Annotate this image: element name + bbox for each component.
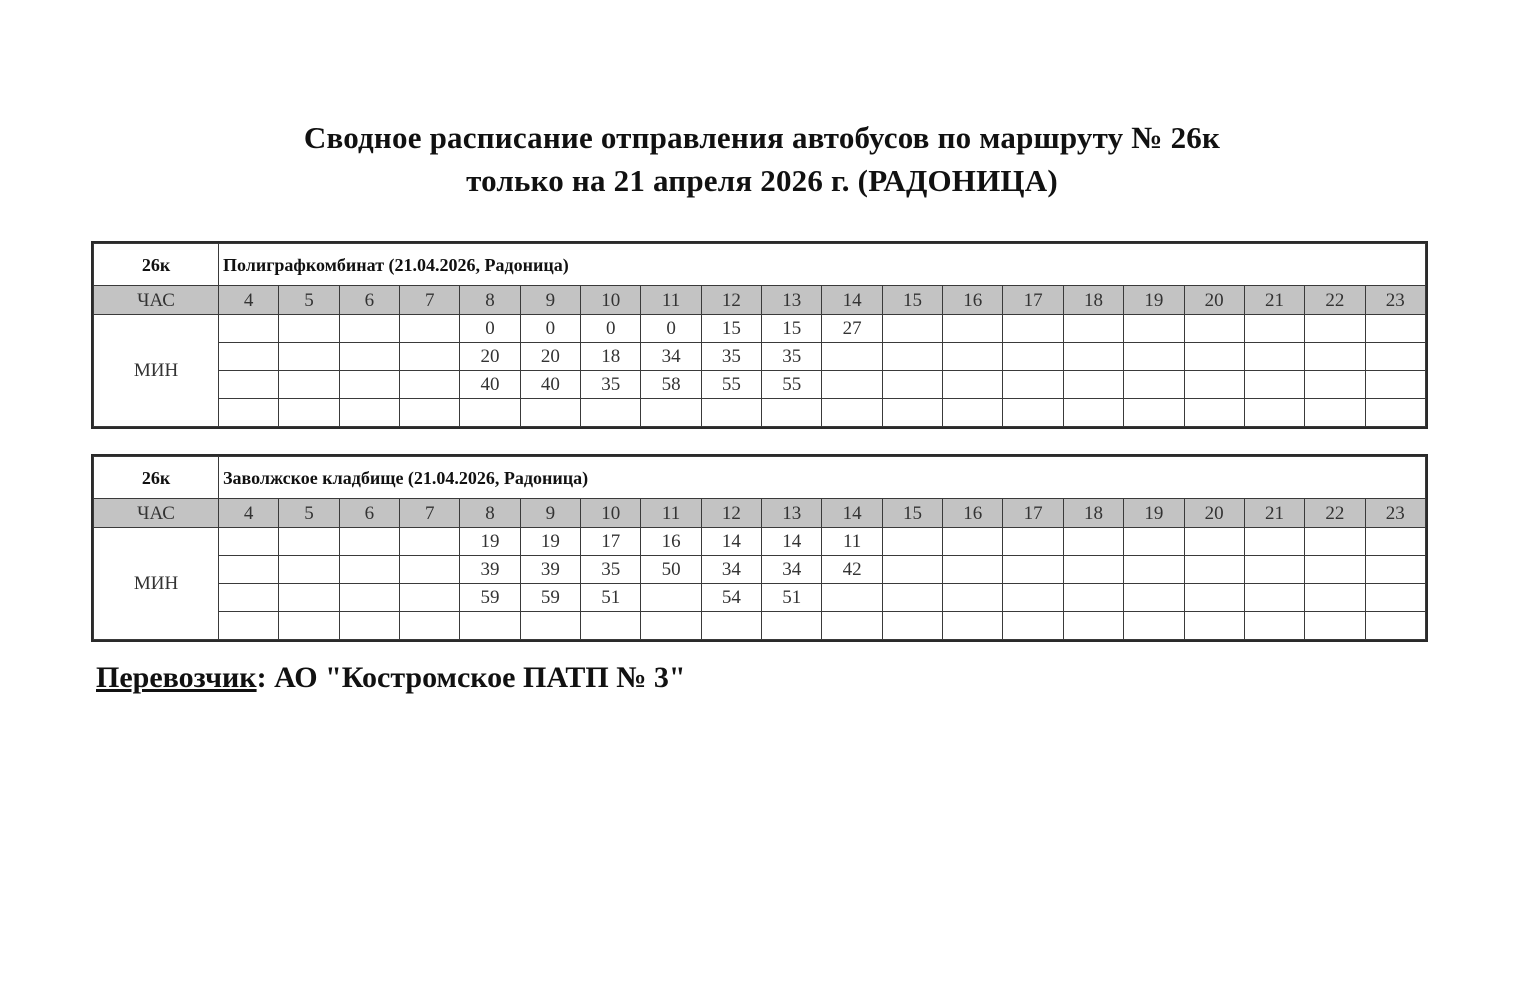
minute-cell [400,584,460,612]
minute-cell [1124,343,1184,371]
document-title [0,116,1524,202]
minute-cell [1124,371,1184,399]
hour-cell: 20 [1184,499,1244,528]
minute-cell: 11 [822,528,882,556]
minute-cell [339,556,399,584]
minute-cell: 51 [581,584,641,612]
minute-row [94,528,1426,556]
minute-cell [822,612,882,640]
minute-cell [1003,584,1063,612]
minute-cell [1244,399,1304,427]
minute-cell [1305,399,1365,427]
minute-cell: 20 [520,343,580,371]
minute-cell: 20 [460,343,520,371]
hour-cell: 14 [822,286,882,315]
minute-cell [400,612,460,640]
hour-cell: 17 [1003,499,1063,528]
minute-cell: 0 [520,315,580,343]
minute-cell [1003,528,1063,556]
minute-cell [1124,584,1184,612]
minute-cell: 17 [581,528,641,556]
minute-cell [762,399,822,427]
route-header-row [94,457,1426,499]
minute-cell [1003,612,1063,640]
minute-cell: 40 [460,371,520,399]
minute-row [94,612,1426,640]
minute-cell [219,528,279,556]
hour-cell: 11 [641,499,701,528]
minute-cell [1063,371,1123,399]
minute-cell [943,371,1003,399]
minute-cell: 51 [762,584,822,612]
minute-cell [1003,343,1063,371]
minute-cell [219,556,279,584]
hour-cell: 12 [701,286,761,315]
minute-cell [1124,528,1184,556]
minute-cell [1365,371,1425,399]
minute-cell [400,343,460,371]
minute-cell [1305,315,1365,343]
minute-cell: 19 [460,528,520,556]
hour-cell: 19 [1124,499,1184,528]
minute-cell: 42 [822,556,882,584]
minute-cell [1184,343,1244,371]
hour-cell: 23 [1365,286,1425,315]
minute-cell [1244,584,1304,612]
minute-cell [882,343,942,371]
minute-cell: 35 [701,343,761,371]
minute-label: МИН [94,528,219,640]
minute-cell [882,584,942,612]
hour-cell: 7 [400,499,460,528]
minute-cell [400,399,460,427]
minute-cell: 19 [520,528,580,556]
minute-cell [1244,528,1304,556]
minute-cell [339,343,399,371]
hour-cell: 16 [943,499,1003,528]
minute-cell: 55 [701,371,761,399]
minute-cell [1244,612,1304,640]
minute-cell [279,399,339,427]
minute-cell: 15 [762,315,822,343]
minute-cell [1063,528,1123,556]
minute-cell [943,612,1003,640]
minute-cell [641,584,701,612]
minute-cell [339,612,399,640]
minute-cell [219,315,279,343]
minute-cell [701,612,761,640]
minute-row [94,343,1426,371]
minute-cell [219,584,279,612]
minute-cell [1063,315,1123,343]
hour-cell: 8 [460,286,520,315]
minute-cell [1184,399,1244,427]
minute-cell [882,612,942,640]
minute-cell [1305,612,1365,640]
hour-cell: 15 [882,499,942,528]
minute-cell: 54 [701,584,761,612]
minute-cell [882,315,942,343]
hour-cell: 4 [219,499,279,528]
hour-cell: 10 [581,499,641,528]
minute-cell [400,315,460,343]
minute-cell [641,612,701,640]
minute-cell [339,399,399,427]
minute-cell [1124,315,1184,343]
hour-cell: 7 [400,286,460,315]
minute-cell [641,399,701,427]
minute-cell: 39 [460,556,520,584]
hour-cell: 20 [1184,286,1244,315]
minute-cell [882,528,942,556]
minute-cell: 0 [641,315,701,343]
minute-cell [1003,399,1063,427]
route-number: 26к [94,244,219,286]
hour-cell: 22 [1305,499,1365,528]
hour-cell: 11 [641,286,701,315]
hour-cell: 14 [822,499,882,528]
hour-cell: 6 [339,286,399,315]
minute-cell [882,399,942,427]
hour-cell: 17 [1003,286,1063,315]
stop-name: Заволжское кладбище (21.04.2026, Радоница) [219,457,1426,499]
minute-cell [1063,612,1123,640]
hour-cell: 19 [1124,286,1184,315]
minute-cell [581,612,641,640]
minute-cell [1365,556,1425,584]
minute-row [94,399,1426,427]
minute-cell [1184,528,1244,556]
minute-cell [339,528,399,556]
minute-cell [1365,343,1425,371]
hour-label: ЧАС [94,286,219,315]
minute-cell [1244,315,1304,343]
schedule-grid [93,456,1426,640]
hour-row [94,499,1426,528]
title-line-2: только на 21 апреля 2026 г. (РАДОНИЦА) [466,163,1058,198]
minute-cell [1365,399,1425,427]
minute-cell: 34 [762,556,822,584]
minute-cell [943,556,1003,584]
minute-cell: 27 [822,315,882,343]
minute-cell: 50 [641,556,701,584]
minute-cell [943,315,1003,343]
minute-cell: 16 [641,528,701,556]
minute-cell [219,612,279,640]
carrier-info [96,658,686,698]
minute-cell: 0 [581,315,641,343]
minute-cell [822,371,882,399]
schedule-table-poligrafkombinat [91,241,1428,429]
minute-cell [219,399,279,427]
hour-cell: 9 [520,499,580,528]
hour-cell: 12 [701,499,761,528]
minute-cell [1184,371,1244,399]
minute-cell: 55 [762,371,822,399]
hour-cell: 9 [520,286,580,315]
minute-cell [1305,584,1365,612]
minute-cell [219,343,279,371]
hour-cell: 6 [339,499,399,528]
minute-cell [1063,584,1123,612]
minute-cell: 59 [460,584,520,612]
minute-cell [279,315,339,343]
minute-cell [1305,371,1365,399]
minute-cell [1003,315,1063,343]
hour-label: ЧАС [94,499,219,528]
minute-cell: 35 [581,556,641,584]
schedule-grid [93,243,1426,427]
minute-cell: 0 [460,315,520,343]
minute-cell [1184,612,1244,640]
minute-cell [943,528,1003,556]
minute-cell [400,556,460,584]
minute-cell [1124,556,1184,584]
minute-cell [701,399,761,427]
minute-cell [1063,399,1123,427]
minute-row [94,315,1426,343]
minute-cell [279,371,339,399]
minute-cell [1305,556,1365,584]
hour-cell: 5 [279,286,339,315]
minute-cell [279,528,339,556]
hour-row [94,286,1426,315]
schedule-table-zavolzhskoe-kladbishche [91,454,1428,642]
minute-cell [882,556,942,584]
minute-cell [339,315,399,343]
minute-label: МИН [94,315,219,427]
minute-cell [1365,612,1425,640]
minute-cell: 15 [701,315,761,343]
minute-cell [943,399,1003,427]
minute-cell [1124,612,1184,640]
minute-cell [339,371,399,399]
carrier-label: Перевозчик [96,661,257,694]
title-line-1: Сводное расписание отправления автобусов по маршруту № 26к [303,120,1221,155]
minute-cell [1365,584,1425,612]
minute-cell [1184,556,1244,584]
minute-cell [1305,343,1365,371]
minute-cell: 40 [520,371,580,399]
hour-cell: 21 [1244,286,1304,315]
minute-cell [822,399,882,427]
minute-row [94,584,1426,612]
minute-cell: 59 [520,584,580,612]
hour-cell: 8 [460,499,520,528]
minute-cell [1003,371,1063,399]
minute-cell [943,584,1003,612]
minute-cell [400,371,460,399]
minute-cell: 34 [641,343,701,371]
minute-cell [1244,556,1304,584]
hour-cell: 5 [279,499,339,528]
minute-row [94,371,1426,399]
minute-cell [219,371,279,399]
hour-cell: 16 [943,286,1003,315]
minute-cell: 35 [581,371,641,399]
minute-row [94,556,1426,584]
hour-cell: 4 [219,286,279,315]
minute-cell: 35 [762,343,822,371]
minute-cell: 14 [701,528,761,556]
minute-cell: 18 [581,343,641,371]
minute-cell [339,584,399,612]
minute-cell [1365,315,1425,343]
hour-cell: 10 [581,286,641,315]
minute-cell [943,343,1003,371]
hour-cell: 13 [762,286,822,315]
hour-cell: 13 [762,499,822,528]
hour-cell: 23 [1365,499,1425,528]
minute-cell [882,371,942,399]
route-number: 26к [94,457,219,499]
minute-cell [520,399,580,427]
minute-cell [1184,315,1244,343]
hour-cell: 15 [882,286,942,315]
minute-cell: 58 [641,371,701,399]
minute-cell [1063,343,1123,371]
minute-cell [460,399,520,427]
minute-cell [460,612,520,640]
minute-cell [400,528,460,556]
minute-cell [1184,584,1244,612]
minute-cell [1063,556,1123,584]
minute-cell [581,399,641,427]
minute-cell: 14 [762,528,822,556]
minute-cell [1305,528,1365,556]
minute-cell [822,343,882,371]
hour-cell: 18 [1063,499,1123,528]
minute-cell [1124,399,1184,427]
hour-cell: 21 [1244,499,1304,528]
minute-cell [279,343,339,371]
minute-cell [279,612,339,640]
minute-cell: 34 [701,556,761,584]
minute-cell [520,612,580,640]
minute-cell [1244,343,1304,371]
hour-cell: 22 [1305,286,1365,315]
minute-cell [279,556,339,584]
minute-cell [1003,556,1063,584]
minute-cell [822,584,882,612]
hour-cell: 18 [1063,286,1123,315]
carrier-value: : АО "Костромское ПАТП № 3" [256,661,686,694]
minute-cell [279,584,339,612]
minute-cell [762,612,822,640]
minute-cell [1365,528,1425,556]
stop-name: Полиграфкомбинат (21.04.2026, Радоница) [219,244,1426,286]
route-header-row [94,244,1426,286]
minute-cell: 39 [520,556,580,584]
minute-cell [1244,371,1304,399]
